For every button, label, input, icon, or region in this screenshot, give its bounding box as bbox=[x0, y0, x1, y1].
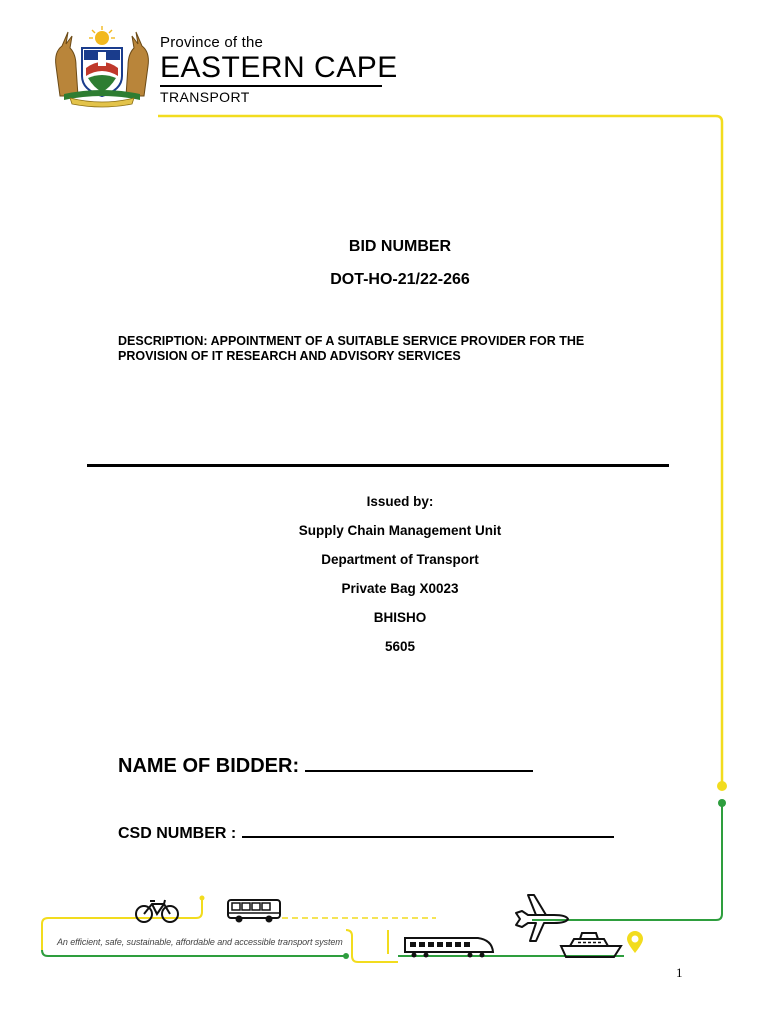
bidder-name-field[interactable] bbox=[305, 752, 533, 772]
csd-number-field[interactable] bbox=[242, 822, 614, 838]
csd-number-label: CSD NUMBER : bbox=[118, 825, 237, 842]
issued-department: Department of Transport bbox=[321, 552, 479, 567]
bid-description bbox=[118, 334, 678, 364]
issued-unit: Supply Chain Management Unit bbox=[298, 523, 502, 538]
slogan-text: An efficient, safe, sustainable, affordable and accessible transport system bbox=[57, 937, 343, 947]
train-icon bbox=[404, 936, 494, 958]
location-pin-icon bbox=[626, 930, 644, 954]
section-divider bbox=[87, 464, 669, 467]
page-number: 1 bbox=[676, 965, 683, 980]
issued-town: BHISHO bbox=[373, 610, 427, 625]
bus-icon bbox=[227, 898, 281, 924]
logo-line-transport: TRANSPORT bbox=[160, 88, 250, 105]
ship-icon bbox=[560, 930, 622, 958]
description-line-1: DESCRIPTION: APPOINTMENT OF A SUITABLE SERVICE PROVIDER FOR THE bbox=[118, 334, 585, 348]
issued-private-bag: Private Bag X0023 bbox=[341, 581, 459, 596]
csd-number-row bbox=[118, 822, 614, 843]
description-line-2: PROVISION OF IT RESEARCH AND ADVISORY SERVICES bbox=[118, 349, 461, 363]
logo-line-eastern-cape: EASTERN CAPE bbox=[160, 51, 398, 84]
bid-number-heading: BID NUMBER bbox=[348, 238, 452, 255]
bid-number-value: DOT-HO-21/22-266 bbox=[330, 271, 470, 288]
bidder-name-row bbox=[118, 752, 533, 778]
bidder-name-label: NAME OF BIDDER: bbox=[118, 755, 300, 777]
issued-by-label: Issued by: bbox=[366, 494, 434, 509]
logo-line-province: Province of the bbox=[160, 34, 264, 51]
bicycle-icon bbox=[134, 898, 180, 924]
issued-postal-code: 5605 bbox=[384, 639, 416, 654]
